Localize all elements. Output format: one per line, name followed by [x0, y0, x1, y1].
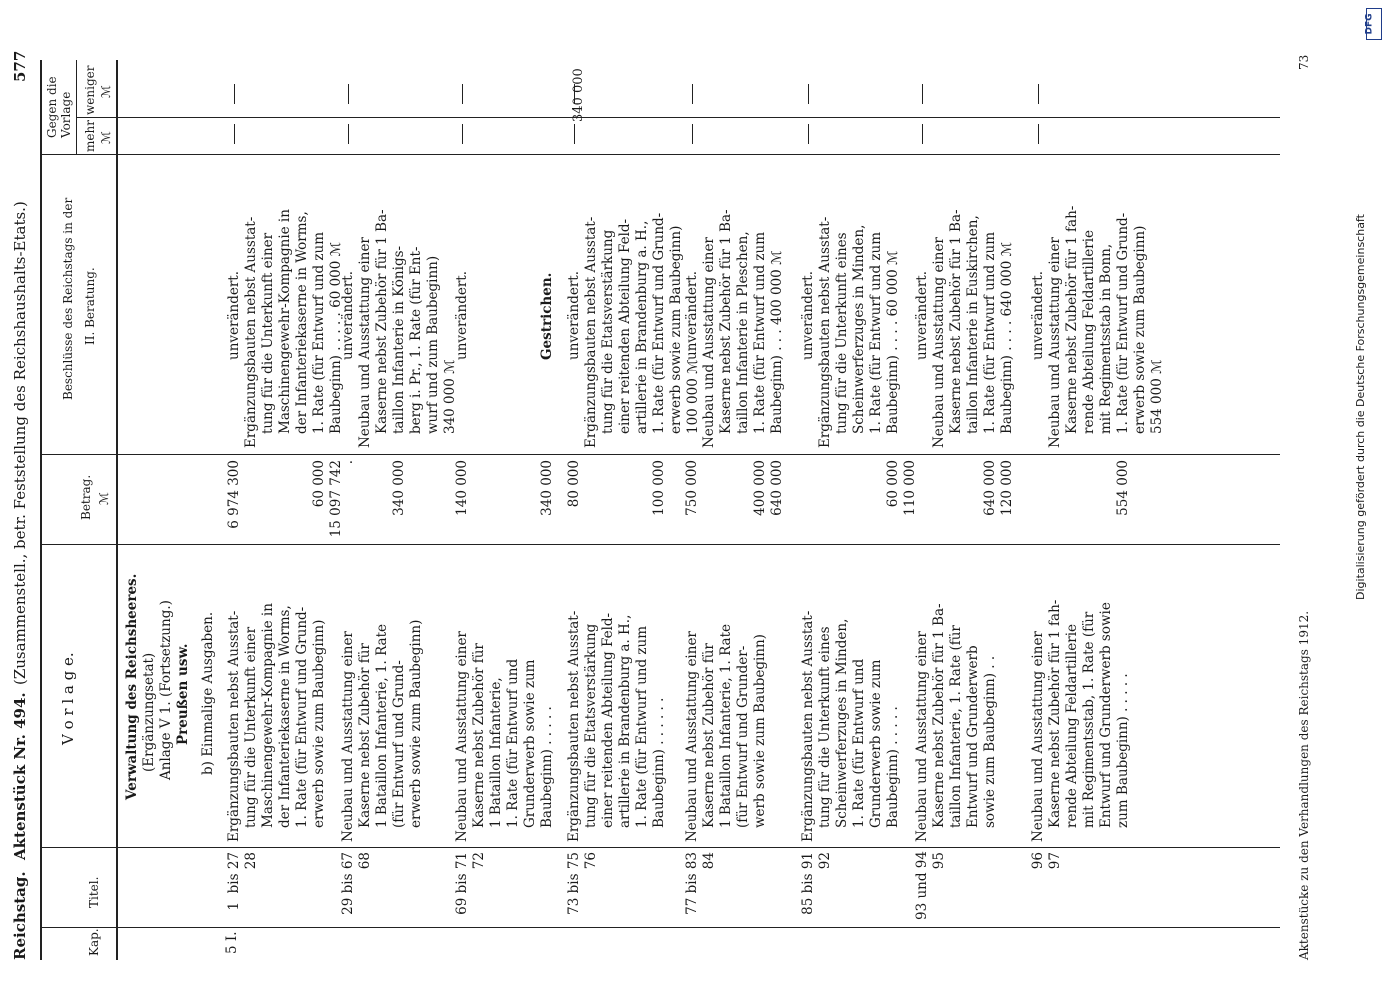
beschluss-line: Baubeginn) . . . . 640 000 ℳ	[999, 241, 1015, 434]
vorlage-line: Baubeginn) . . . . . .	[651, 697, 667, 828]
col-sep-mehr	[76, 117, 1280, 118]
betrag-cell: 80 000	[566, 460, 582, 508]
vorlage-line: Neubau und Ausstattung einer	[454, 631, 470, 842]
vorlage-line: Ergänzungsbauten nebst Ausstat-	[226, 610, 242, 842]
section-subtitle: (Ergänzungsetat)	[141, 652, 157, 772]
section-title: Verwaltung des Reichsheeres.	[124, 573, 140, 800]
vorlage-line: 1. Rate (für Entwurf und zum	[634, 626, 650, 828]
betrag-cell: 110 000	[902, 460, 918, 516]
beschluss-line: Neubau und Ausstattung einer	[1047, 237, 1063, 448]
col-header-mehr-unit: ℳ	[99, 131, 113, 144]
mehr-dash	[462, 124, 463, 144]
mehr-dash	[1038, 124, 1039, 144]
table-header-rule	[116, 60, 118, 960]
footer-sheet-number: 73	[1297, 54, 1311, 70]
betrag-cell: 15 097 742	[328, 460, 344, 538]
vorlage-line: einer reitenden Abteilung Feld-	[600, 612, 616, 828]
col-sep-betrag	[40, 454, 1280, 455]
beschluss-line: Ergänzungsbauten nebst Ausstat-	[243, 216, 259, 448]
col-header-beschluesse-1: Beschlüsse des Reichstags in der	[61, 197, 75, 400]
beschluss-line: taillon Infanterie in Pleschen,	[735, 231, 751, 434]
vorlage-line: Entwurf und Grunderwerb sowie	[1098, 602, 1114, 828]
section-subsection: b) Einmalige Ausgaben.	[200, 611, 216, 775]
titel-cell: 85 bis 91	[800, 852, 816, 915]
vorlage-line: Ergänzungsbauten nebst Ausstat-	[566, 610, 582, 842]
titel-cell: 77 bis 83	[684, 852, 700, 915]
beschluss-line: 100 000 ℳ	[685, 359, 701, 434]
titel-cell: 72	[471, 852, 487, 870]
vorlage-line: Neubau und Ausstattung einer	[340, 631, 356, 842]
vorlage-line: 1 Bataillon Infanterie, 1. Rate	[374, 623, 390, 828]
mehr-dash	[922, 124, 923, 144]
mehr-dash	[234, 124, 235, 144]
betrag-cell: 340 000	[539, 460, 555, 516]
weniger-value: 340 000	[571, 68, 586, 122]
betrag-cell: 100 000	[651, 460, 667, 516]
beschluss-line: rende Abteilung Feldartillerie	[1081, 229, 1097, 434]
beschluss-line: tung für die Unterkunft eines	[834, 232, 850, 434]
vorlage-line: 1. Rate (für Entwurf und Grund-	[294, 606, 310, 828]
dfg-logo: DFG	[1366, 8, 1382, 40]
beschluss-line: 554 000 ℳ	[1149, 359, 1165, 434]
beschluss-line: 1. Rate (für Entwurf und Grund-	[651, 212, 667, 434]
titel-cell: 68	[357, 852, 373, 870]
col-header-gegen-1: Gegen die	[45, 76, 59, 138]
vorlage-line: (für Entwurf und Grund-	[391, 660, 407, 828]
mehr-dash	[692, 124, 693, 144]
vorlage-line: 1. Rate (für Entwurf und	[851, 658, 867, 828]
betrag-cell: 400 000	[752, 460, 768, 516]
beschluss-line: Kaserne nebst Zubehör für 1 fah-	[1064, 205, 1080, 434]
vorlage-line: Ergänzungsbauten nebst Ausstat-	[800, 610, 816, 842]
vorlage-line: Maschinengewehr-Kompagnie in	[260, 603, 276, 828]
titel-cell: 93 und 94	[914, 851, 930, 920]
col-header-mehr: mehr	[83, 120, 97, 152]
mehr-dash	[808, 124, 809, 144]
col-sep-vorlage	[40, 544, 1280, 545]
beschluss-line: wurf und zum Baubeginn)	[425, 255, 441, 434]
vorlage-line: 1. Rate (für Entwurf und	[505, 658, 521, 828]
page-number: 577	[11, 50, 29, 82]
vorlage-line: artillerie in Brandenburg a. H.,	[617, 614, 633, 828]
beschluss-line: Baubeginn) . . . . 60 000 ℳ	[885, 250, 901, 434]
vorlage-line: tung für die Etatsverstärkung	[583, 623, 599, 828]
betrag-cell: 750 000	[684, 460, 700, 516]
beschluss-line: Maschinengewehr-Kompagnie in	[277, 209, 293, 434]
col-header-weniger: weniger	[83, 65, 97, 115]
betrag-cell: 6 974 300	[226, 460, 242, 529]
beschluss-line: erwerb sowie zum Baubeginn)	[1132, 225, 1148, 434]
vorlage-line: Scheinwerferzuges in Minden,	[834, 618, 850, 828]
titel-cell: 92	[817, 852, 833, 870]
table-top-rule	[40, 60, 42, 960]
col-header-betrag-unit: ℳ	[97, 492, 111, 505]
betrag-cell: 640 000	[769, 460, 785, 516]
titel-cell: 1 bis 27	[226, 852, 242, 911]
beschluss-line: tung für die Etatsverstärkung	[600, 229, 616, 434]
beschluss-line: 1. Rate (für Entwurf und zum	[982, 232, 998, 434]
mehr-dash	[348, 124, 349, 144]
beschluss-line: Baubeginn) . . . . . 60 000 ℳ	[328, 241, 344, 434]
vorlage-line: tung für die Unterkunft einer	[243, 626, 259, 828]
beschluss-line: 1. Rate (für Entwurf und zum	[752, 232, 768, 434]
beschluss-line: 1. Rate (für Entwurf und zum	[311, 232, 327, 434]
weniger-dash	[692, 84, 693, 104]
beschluss-line: taillon Infanterie in Königs-	[391, 245, 407, 434]
vorlage-line: Kaserne nebst Zubehör für	[701, 643, 717, 828]
beschluss-line: 1. Rate (für Entwurf und Grund-	[1115, 212, 1131, 434]
beschluss-line: unverändert.	[800, 270, 816, 360]
beschluss-line: Ergänzungsbauten nebst Ausstat-	[817, 216, 833, 448]
beschluss-line: taillon Infanterie in Euskirchen,	[965, 215, 981, 434]
vorlage-line: Kaserne nebst Zubehör für 1 fah-	[1047, 599, 1063, 828]
beschluss-line: Kaserne nebst Zubehör für 1 Ba-	[948, 209, 964, 434]
betrag-cell: 640 000	[982, 460, 998, 516]
titel-cell: 29 bis 67	[340, 852, 356, 915]
beschluss-line: mit Regimentsstab in Bonn,	[1098, 243, 1114, 434]
col-sep-beschluss	[40, 154, 1280, 155]
beschluss-line: Kaserne nebst Zubehör für 1 Ba-	[718, 209, 734, 434]
titel-cell: 96	[1030, 852, 1046, 870]
beschluss-line: 1. Rate (für Entwurf und zum	[868, 232, 884, 434]
beschluss-line: Kaserne nebst Zubehör für 1 Ba-	[374, 209, 390, 434]
betrag-cell: 120 000	[999, 460, 1015, 516]
weniger-dash	[808, 84, 809, 104]
vorlage-line: sowie zum Baubeginn) . .	[982, 655, 998, 828]
mehr-dash	[574, 124, 575, 144]
vorlage-line: Baubeginn) . . . . .	[539, 706, 555, 828]
vorlage-line: Kaserne nebst Zubehör für 1 Ba-	[931, 603, 947, 828]
beschluss-line: unverändert.	[340, 270, 356, 360]
betrag-cell: 60 000	[885, 460, 901, 508]
betrag-cell: 60 000	[311, 460, 327, 508]
gegen-sub-rule	[76, 60, 77, 155]
vorlage-line: mit Regimentsstab, 1. Rate (für	[1081, 611, 1097, 828]
beschluss-line: Neubau und Ausstattung einer	[931, 237, 947, 448]
col-header-titel: Titel.	[87, 876, 101, 908]
beschluss-line: unverändert.	[454, 270, 470, 360]
beschluss-line: Scheinwerferzuges in Minden,	[851, 224, 867, 434]
beschluss-line: berg i. Pr., 1. Rate (für Ent-	[408, 246, 424, 434]
vorlage-line: Baubeginn) . . . . .	[885, 706, 901, 828]
vorlage-line: Kaserne nebst Zubehör für	[471, 643, 487, 828]
beschluss-line: Gestrichen.	[539, 272, 555, 360]
col-header-betrag: Betrag.	[79, 474, 93, 520]
titel-cell: 76	[583, 852, 599, 870]
vorlage-line: Neubau und Ausstattung einer	[1030, 631, 1046, 842]
vorlage-line: 1 Bataillon Infanterie,	[488, 677, 504, 828]
vorlage-line: 1 Bataillon Infanterie, 1. Rate	[718, 623, 734, 828]
beschluss-line: unverändert.	[1030, 270, 1046, 360]
vorlage-line: Kaserne nebst Zubehör für	[357, 643, 373, 828]
section-kap: 5 I.	[224, 931, 240, 954]
vorlage-line: zum Baubeginn) . . . . .	[1115, 673, 1131, 828]
vorlage-line: werb sowie zum Baubeginn)	[752, 634, 768, 828]
beschluss-line: Ergänzungsbauten nebst Ausstat-	[583, 216, 599, 448]
vorlage-line: erwerb sowie zum Baubeginn)	[311, 619, 327, 828]
beschluss-line: erwerb sowie zum Baubeginn)	[668, 225, 684, 434]
beschluss-line: der Infanteriekaserne in Worms,	[294, 211, 310, 434]
weniger-dash	[348, 84, 349, 104]
vorlage-line: tung für die Unterkunft eines	[817, 626, 833, 828]
vorlage-line: (für Entwurf und Grunder-	[735, 645, 751, 828]
beschluss-line: unverändert.	[684, 270, 700, 360]
beschluss-line: tung für die Unterkunft einer	[260, 232, 276, 434]
vorlage-line: Neubau und Ausstattung einer	[684, 631, 700, 842]
footer-note: Aktenstücke zu den Verhandlungen des Reichstags 1912.	[1297, 610, 1311, 960]
col-header-kap: Kap.	[87, 928, 101, 956]
beschluss-line: artillerie in Brandenburg a. H.,	[634, 220, 650, 434]
betrag-cell: 340 000	[391, 460, 407, 516]
vorlage-line: erwerb sowie zum Baubeginn)	[408, 619, 424, 828]
titel-cell: 97	[1047, 852, 1063, 870]
running-head-left: Reichstag.	[11, 871, 29, 960]
beschluss-line: Neubau und Ausstattung einer	[357, 237, 373, 448]
betrag-cell: .	[340, 460, 356, 465]
section-anlage: Anlage V 1. (Fortsetzung.)	[158, 600, 174, 780]
titel-cell: 28	[243, 852, 259, 870]
beschluss-line: unverändert.	[226, 270, 242, 360]
weniger-dash	[462, 84, 463, 104]
beschluss-line: unverändert.	[566, 270, 582, 360]
col-header-weniger-unit: ℳ	[99, 85, 113, 98]
col-header-vorlage: V o r l a g e.	[59, 652, 77, 745]
titel-cell: 73 bis 75	[566, 852, 582, 915]
running-head-subtitle: (Zusammenstell., betr. Feststellung des Reichshaushalts-Etats.)	[11, 201, 29, 685]
titel-cell: 95	[931, 852, 947, 870]
section-state: Preußen usw.	[175, 643, 191, 745]
credit-text: Digitalisierung gefördert durch die Deutsche Forschungsgemeinschaft	[1354, 214, 1367, 600]
weniger-dash	[1038, 84, 1039, 104]
beschluss-line: 340 000 ℳ	[442, 359, 458, 434]
vorlage-line: taillon Infanterie, 1. Rate (für	[948, 625, 964, 828]
running-head-title: Aktenstück Nr. 494.	[11, 692, 29, 860]
col-sep-titel	[40, 847, 1280, 848]
beschluss-line: unverändert.	[914, 270, 930, 360]
vorlage-line: rende Abteilung Feldartillerie	[1064, 623, 1080, 828]
weniger-dash	[234, 84, 235, 104]
col-header-beschluesse-2: II. Beratung.	[83, 267, 97, 345]
beschluss-line: Baubeginn) . . . 400 000 ℳ	[769, 250, 785, 434]
betrag-cell: 140 000	[454, 460, 470, 516]
vorlage-line: Grunderwerb sowie zum	[522, 659, 538, 828]
col-header-gegen-2: Vorlage	[59, 91, 73, 138]
vorlage-line: der Infanteriekaserne in Worms,	[277, 605, 293, 828]
titel-cell: 84	[701, 852, 717, 870]
titel-cell: 69 bis 71	[454, 852, 470, 915]
vorlage-line: Entwurf und Grunderwerb	[965, 645, 981, 828]
col-sep-kap	[40, 927, 1280, 928]
vorlage-line: Grunderwerb sowie zum	[868, 659, 884, 828]
beschluss-line: einer reitenden Abteilung Feld-	[617, 218, 633, 434]
digitization-credit	[1342, 40, 1378, 600]
weniger-dash	[922, 84, 923, 104]
beschluss-line: Neubau und Ausstattung einer	[701, 237, 717, 448]
vorlage-line: Neubau und Ausstattung einer	[914, 631, 930, 842]
betrag-cell: 554 000	[1115, 460, 1131, 516]
